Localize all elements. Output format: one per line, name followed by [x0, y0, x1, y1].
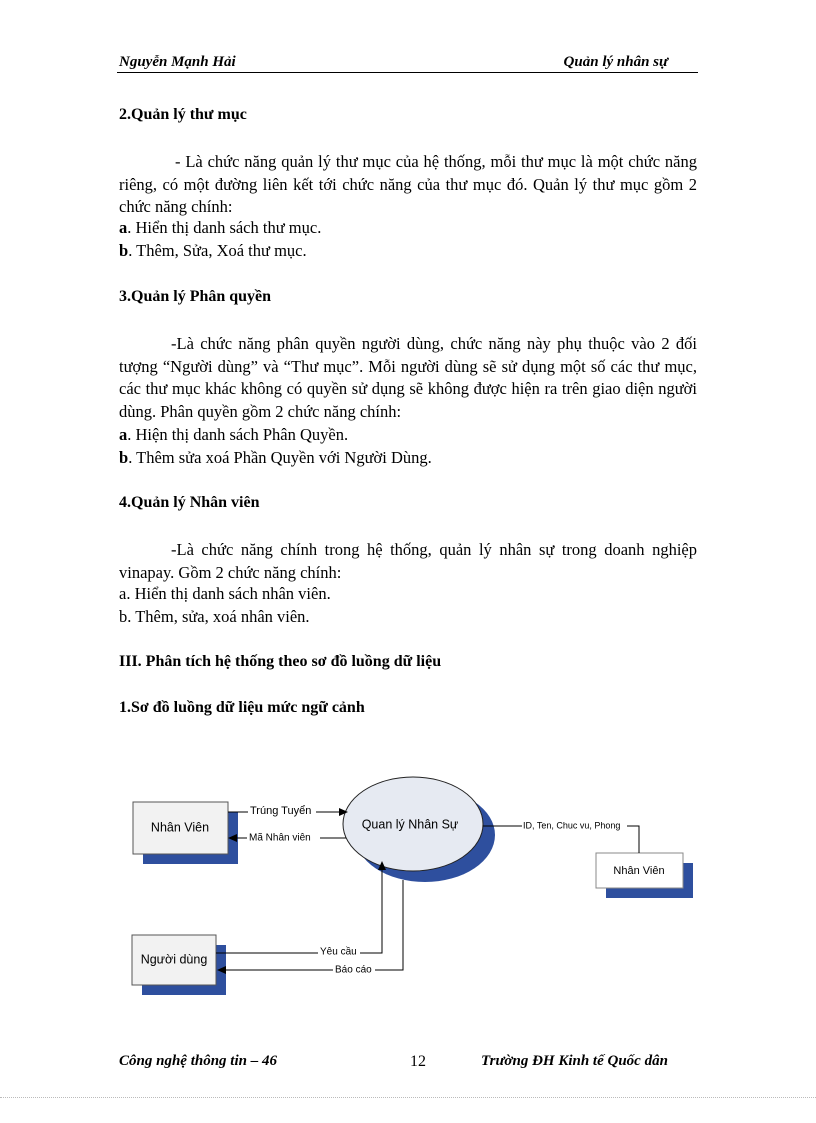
header-topic: Quản lý nhân sự [563, 54, 668, 70]
section-4-paragraph: -Là chức năng chính trong hệ thống, quản lý nhân sự trong doanh nghiệp vinapay. Gồm 2 chức năng chính: [119, 540, 697, 582]
entity-nguoi-dung-label: Người dùng [140, 952, 208, 967]
flow-bao-cao [218, 880, 403, 976]
section-2-paragraph: - Là chức năng quản lý thư mục của hệ thống, mỗi thư mục là một chức năng riêng, có một đường liên kết tới chức năng của thư mục đó. Quản lý thư mục gồm 2 chức năng chính: [119, 152, 697, 216]
flow-to-datastore [483, 819, 639, 853]
entity-nguoi-dung [132, 935, 226, 995]
flow-ma-nhan-vien-label: Mã Nhân viên [249, 832, 311, 844]
flow-trung-tuyen-label: Trúng Tuyển [250, 804, 312, 817]
flow-yeu-cau-label: Yêu cầu [320, 946, 357, 958]
section-2-heading: 2.Quản lý thư mục [119, 106, 247, 123]
flow-yeu-cau [216, 862, 382, 958]
flow-bao-cao-label: Báo cáo [335, 964, 372, 976]
process-label: Quan lý Nhân Sự [361, 817, 459, 832]
datastore-label: Nhân Viên [613, 864, 665, 877]
section-4-item-b: b. Thêm, sửa, xoá nhân viên. [119, 607, 310, 626]
footer-page-number: 12 [410, 1053, 426, 1070]
header-author: Nguyễn Mạnh Hải [119, 54, 236, 70]
section-III-1-heading: 1.Sơ đồ luồng dữ liệu mức ngữ cảnh [119, 699, 365, 716]
flow-ma-nhan-vien [229, 831, 346, 845]
entity-nhan-vien-label: Nhân Viên [150, 820, 210, 835]
section-3-heading: 3.Quản lý Phân quyền [119, 288, 272, 305]
process-quan-ly-nhan-su [343, 777, 495, 882]
section-3-paragraph: -Là chức năng phân quyền người dùng, chức năng này phụ thuộc vào 2 đối tượng “Người dùng” và “Thư mục”. Mỗi người dùng sẽ sử dụng một số các thư mục, các thư mục khác không có quyền sử dụng sẽ không được hiện ra trên giao diện người dùng. Phân quyền gồm 2 chức năng chính: [119, 334, 697, 421]
section-4-heading: 4.Quản lý Nhân viên [119, 494, 260, 511]
flow-trung-tuyen [228, 804, 347, 818]
section-3-item-b: b. Thêm sửa xoá Phần Quyền với Người Dùng. [119, 448, 432, 467]
section-2-item-a: a. Hiển thị danh sách thư mục. [119, 218, 322, 237]
footer-right: Trường ĐH Kinh tế Quốc dân [481, 1053, 668, 1069]
datastore-nhan-vien [596, 853, 693, 898]
page-bottom-rule [0, 1097, 816, 1098]
flow-yeu-cau-arrow [216, 862, 382, 953]
entity-nhan-vien [133, 802, 238, 864]
section-3-item-a: a. Hiện thị danh sách Phân Quyền. [119, 425, 349, 444]
section-III-heading: III. Phân tích hệ thống theo sơ đồ luồng dữ liệu [119, 653, 442, 670]
footer-left: Công nghệ thông tin – 46 [119, 1053, 277, 1069]
section-2-item-b: b. Thêm, Sửa, Xoá thư mục. [119, 241, 307, 260]
flow-to-datastore-label: ID, Ten, Chuc vu, Phong [523, 820, 621, 831]
section-4-item-a: a. Hiển thị danh sách nhân viên. [119, 584, 331, 603]
flow-bao-cao-arrow [218, 880, 403, 970]
